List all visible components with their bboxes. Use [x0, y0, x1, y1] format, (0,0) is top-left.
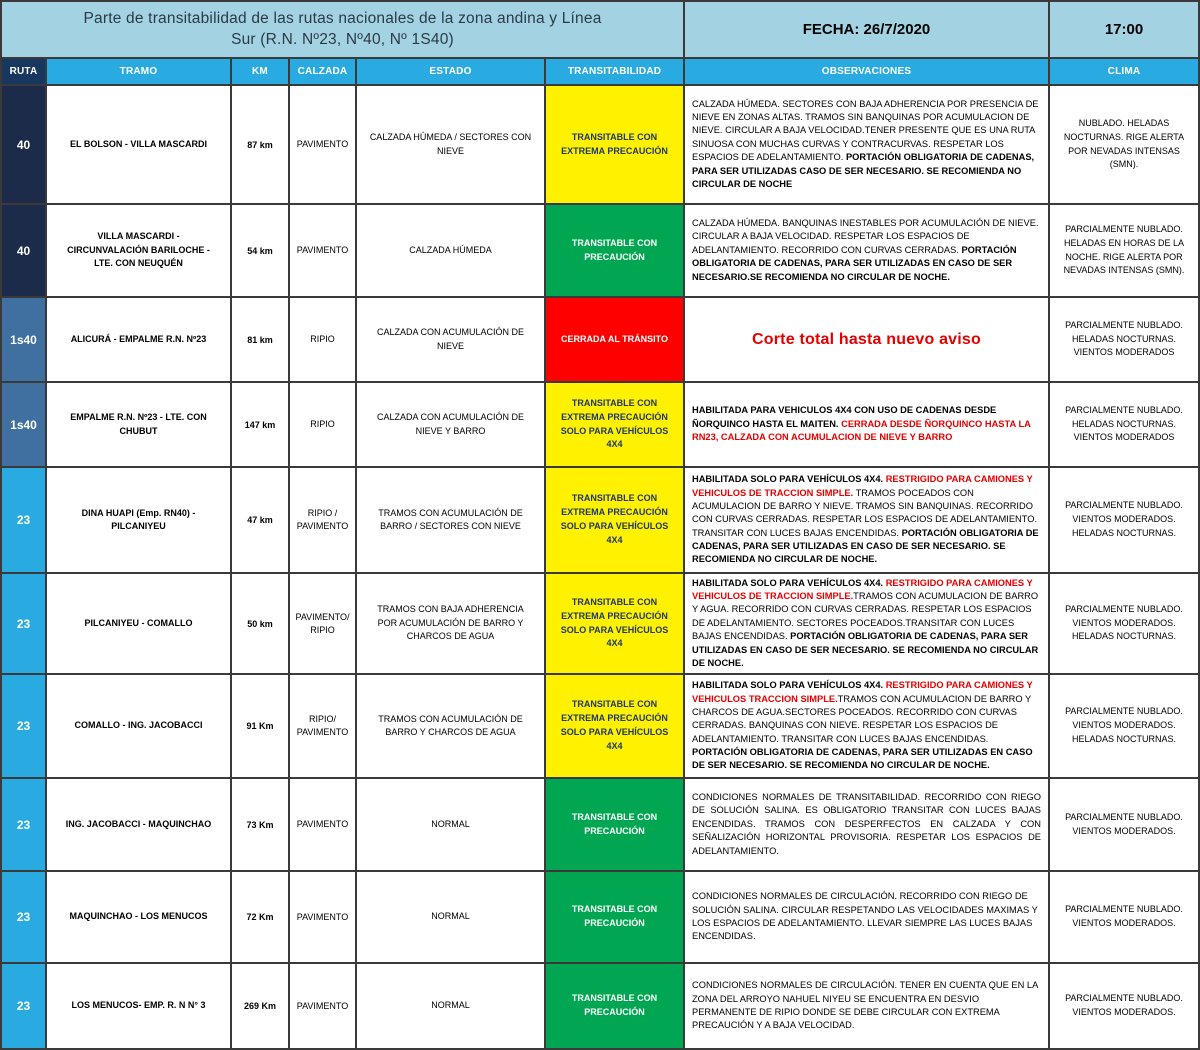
observaciones-text	[692, 473, 1041, 567]
observaciones-segment: PORTACIÓN OBLIGATORIA DE CADENAS, PARA SER UTILIZADAS EN CASO DE SER NECESARIO. SE RECOMIENDA NO CIRCULAR DE NOCHE.	[692, 527, 1039, 565]
tramo-cell: ING. JACOBACCI - MAQUINCHAO	[47, 779, 232, 870]
column-header-clima: CLIMA	[1050, 59, 1198, 84]
tramo-cell: EL BOLSON - VILLA MASCARDI	[47, 86, 232, 203]
tramo-cell: PILCANIYEU - COMALLO	[47, 574, 232, 673]
observaciones-segment: PORTACIÓN OBLIGATORIA DE CADENAS, PARA SER UTILIZADAS EN CASO DE SER NECESARIO.SE RECOMIENDA NO CIRCULAR DE NOCHE.	[692, 244, 1017, 282]
clima-cell: PARCIALMENTE NUBLADO. VIENTOS MODERADOS. HELADAS NOCTURNAS.	[1065, 706, 1183, 744]
tramo-cell: MAQUINCHAO - LOS MENUCOS	[47, 872, 232, 962]
table-row	[2, 468, 1198, 574]
estado-cell: NORMAL	[357, 964, 546, 1048]
estado-cell: CALZADA CON ACUMULACIÓN DE NIEVE Y BARRO	[357, 383, 546, 466]
observaciones-text	[692, 404, 1041, 444]
estado-cell: NORMAL	[357, 872, 546, 962]
column-header-row	[2, 59, 1198, 86]
column-header-observaciones: OBSERVACIONES	[685, 59, 1050, 84]
calzada-cell: PAVIMENTO	[290, 205, 357, 296]
observaciones-segment: HABILITADA PARA VEHICULOS 4X4 CON USO DE CADENAS DESDE ÑORQUINCO HASTA EL MAITEN.	[692, 405, 997, 429]
observaciones-segment: CALZADA HÚMEDA. SECTORES CON BAJA ADHERENCIA POR PRESENCIA DE NIEVE EN ZONAS ALTAS. TRAMOS SIN BANQUINAS POR ACUMULACION DE NIEVE. CIRCULAR A BAJA VELOCIDAD.TENER PRESENTE QUE ES UNA RUTA SINUOSA CON MUCHAS CURVAS Y CONTRACURVAS. RESPETAR LOS ESPACIOS DE ADELANTAMIENTO.	[692, 98, 1039, 163]
ruta-cell: 1s40	[2, 298, 47, 381]
calzada-cell: PAVIMENTO	[290, 964, 357, 1048]
ruta-cell: 40	[2, 86, 47, 203]
estado-cell: CALZADA CON ACUMULACIÓN DE NIEVE	[357, 298, 546, 381]
tramo-cell: VILLA MASCARDI - CIRCUNVALACIÓN BARILOCHE - LTE. CON NEUQUÉN	[47, 205, 232, 296]
observaciones-text	[692, 98, 1041, 192]
observaciones-segment: HABILITADA SOLO PARA VEHÍCULOS 4X4.	[692, 474, 886, 485]
observaciones-cell	[685, 964, 1050, 1048]
km-cell: 50 km	[232, 574, 290, 673]
observaciones-cell	[685, 574, 1050, 673]
transitabilidad-cell: TRANSITABLE CON PRECAUCIÓN	[546, 205, 685, 296]
observaciones-text	[692, 979, 1041, 1033]
tramo-cell: DINA HUAPI (Emp. RN40) - PILCANIYEU	[47, 468, 232, 572]
clima-cell: PARCIALMENTE NUBLADO. HELADAS NOCTURNAS. VIENTOS MODERADOS	[1065, 319, 1183, 358]
observaciones-text	[692, 577, 1041, 671]
transitabilidad-cell: TRANSITABLE CON EXTREMA PRECAUCIÓN SOLO PARA VEHÍCULOS 4X4	[546, 574, 685, 673]
tramo-cell: LOS MENUCOS- EMP. R. N N° 3	[47, 964, 232, 1048]
transitabilidad-cell: TRANSITABLE CON EXTREMA PRECAUCIÓN SOLO PARA VEHÍCULOS 4X4	[546, 383, 685, 466]
observaciones-cell	[685, 468, 1050, 572]
column-header-calzada: CALZADA	[290, 59, 357, 84]
calzada-cell: RIPIO / PAVIMENTO	[290, 468, 357, 572]
observaciones-cell	[685, 779, 1050, 870]
table-row	[2, 675, 1198, 779]
km-cell: 72 Km	[232, 872, 290, 962]
table-row	[2, 574, 1198, 675]
calzada-cell: RIPIO	[290, 383, 357, 466]
table-row	[2, 964, 1198, 1048]
transitabilidad-cell: TRANSITABLE CON PRECAUCIÓN	[546, 872, 685, 962]
observaciones-text	[692, 890, 1041, 944]
ruta-cell: 23	[2, 964, 47, 1048]
ruta-cell: 23	[2, 675, 47, 777]
observaciones-segment: PORTACIÓN OBLIGATORIA DE CADENAS, PARA SER UTILIZADAS CASO DE SER NECESARIO. SE RECOMIENDA NO CIRCULAR DE NOCHE	[692, 152, 1035, 189]
km-cell: 81 km	[232, 298, 290, 381]
transitabilidad-cell: TRANSITABLE CON EXTREMA PRECAUCIÓN SOLO PARA VEHÍCULOS 4X4	[546, 468, 685, 572]
calzada-cell: PAVIMENTO	[290, 86, 357, 203]
observaciones-segment: PORTACIÓN OBLIGATORIA DE CADENAS, PARA SER UTILIZADAS EN CASO DE SER NECESARIO. SE RECOMIENDA NO CIRCULAR DE NOCHE.	[692, 631, 1039, 668]
ruta-cell: 23	[2, 574, 47, 673]
clima-cell: NUBLADO. HELADAS NOCTURNAS. RIGE ALERTA POR NEVADAS INTENSAS (SMN).	[1063, 117, 1185, 170]
observaciones-segment: TRAMOS POCEADOS CON ACUMULACION DE BARRO Y NIEVE. TRAMOS SIN BANQUINAS. RECORRIDO CON CURVAS CERRADAS. RESPETAR LOS ESPACIOS DE ADELANTAMIENTO. TRANSITAR CON LUCES BAJAS ENCENDIDAS.	[692, 487, 1038, 538]
estado-cell: CALZADA HÚMEDA	[357, 205, 546, 296]
estado-cell: NORMAL	[357, 779, 546, 870]
calzada-cell: RIPIO/ PAVIMENTO	[290, 675, 357, 777]
transitabilidad-cell: TRANSITABLE CON PRECAUCIÓN	[546, 964, 685, 1048]
ruta-cell: 23	[2, 468, 47, 572]
observaciones-segment: PORTACIÓN OBLIGATORIA DE CADENAS, PARA SER UTILIZADAS EN CASO DE SER NECESARIO. SE RECOMIENDA NO CIRCULAR DE NOCHE.	[692, 747, 1033, 771]
clima-cell: PARCIALMENTE NUBLADO. VIENTOS MODERADOS. HELADAS NOCTURNAS.	[1065, 500, 1183, 538]
observaciones-segment: RESTRIGIDO PARA CAMIONES Y VEHICULOS DE TRACCION SIMPLE.	[692, 474, 1033, 498]
observaciones-segment: HABILITADA SOLO PARA VEHÍCULOS 4X4.	[692, 680, 886, 691]
tramo-cell: ALICURÁ - EMPALME R.N. Nº23	[47, 298, 232, 381]
clima-cell: PARCIALMENTE NUBLADO. VIENTOS MODERADOS. HELADAS NOCTURNAS.	[1065, 603, 1183, 642]
ruta-cell: 23	[2, 872, 47, 962]
km-cell: 73 Km	[232, 779, 290, 870]
tramo-cell: EMPALME R.N. Nº23 - LTE. CON CHUBUT	[47, 383, 232, 466]
calzada-cell: PAVIMENTO/ RIPIO	[290, 574, 357, 673]
observaciones-cell	[685, 86, 1050, 203]
clima-cell: PARCIALMENTE NUBLADO. VIENTOS MODERADOS.	[1065, 993, 1183, 1017]
table-row	[2, 779, 1198, 872]
title-bar	[2, 2, 1198, 59]
observaciones-segment: HABILITADA SOLO PARA VEHÍCULOS 4X4.	[692, 577, 886, 588]
estado-cell: TRAMOS CON BAJA ADHERENCIA POR ACUMULACIÓN DE BARRO Y CHARCOS DE AGUA	[357, 574, 546, 673]
observaciones-cell	[685, 383, 1050, 466]
observaciones-segment: CONDICIONES NORMALES DE CIRCULACIÓN. RECORRIDO CON RIEGO DE SOLUCIÓN SALINA. CIRCULAR RESPETANDO LAS VELOCIDADES MAXIMAS Y LOS ESPACIOS DE ADELANTAMIENTO. LLEVAR SIEMPRE LAS LUCES BAJAS ENCENDIDAS.	[692, 891, 1038, 942]
clima-cell: PARCIALMENTE NUBLADO. VIENTOS MODERADOS.	[1065, 811, 1183, 836]
page-title	[2, 2, 685, 57]
km-cell: 47 km	[232, 468, 290, 572]
observaciones-cell	[685, 675, 1050, 777]
observaciones-cell	[685, 298, 1050, 381]
observaciones-segment: CERRADA DESDE ÑORQUINCO HASTA LA RN23, CALZADA CON ACUMULACION DE NIEVE Y BARRO	[692, 418, 1031, 443]
observaciones-segment: RESTRIGIDO PARA CAMIONES Y VEHICULOS TRACCION SIMPLE.	[692, 680, 1033, 704]
column-header-tramo: TRAMO	[47, 59, 232, 84]
page-title-text: Parte de transitabilidad de las rutas nacionales de la zona andina y Línea Sur (R.N. Nº23, Nº40, Nº 1S40)	[83, 10, 602, 48]
observaciones-segment: RESTRIGIDO PARA CAMIONES Y VEHICULOS DE TRACCION SIMPLE.	[692, 577, 1033, 602]
observaciones-segment: TRAMOS CON ACUMULACION DE BARRO Y CHARCOS DE AGUA.SECTORES POCEADOS. RECORRIDO CON CURVAS CERRADAS. BANQUINAS CON NIEVE. RESPETAR LOS ESPACIOS DE ADELANTAMIENTO. TRANSITAR CON LUCES BAJAS ENCENDIDAS.	[692, 693, 1032, 744]
column-header-estado: ESTADO	[357, 59, 546, 84]
ruta-cell: 1s40	[2, 383, 47, 466]
observaciones-segment: Corte total hasta nuevo aviso	[752, 330, 981, 348]
transitabilidad-cell: TRANSITABLE CON EXTREMA PRECAUCIÓN	[546, 86, 685, 203]
observaciones-text	[692, 217, 1041, 284]
observaciones-cell	[685, 205, 1050, 296]
calzada-cell: PAVIMENTO	[290, 872, 357, 962]
ruta-cell: 40	[2, 205, 47, 296]
transitabilidad-cell: TRANSITABLE CON EXTREMA PRECAUCIÓN SOLO PARA VEHÍCULOS 4X4	[546, 675, 685, 777]
calzada-cell: PAVIMENTO	[290, 779, 357, 870]
transitabilidad-cell: TRANSITABLE CON PRECAUCIÓN	[546, 779, 685, 870]
km-cell: 147 km	[232, 383, 290, 466]
column-header-ruta: RUTA	[2, 59, 47, 84]
clima-cell: PARCIALMENTE NUBLADO. HELADAS NOCTURNAS. VIENTOS MODERADOS	[1065, 404, 1183, 443]
calzada-cell: RIPIO	[290, 298, 357, 381]
observaciones-segment: CONDICIONES NORMALES DE CIRCULACIÓN. TENER EN CUENTA QUE EN LA ZONA DEL ARROYO NAHUEL NIYEU SE ENCUENTRA EN DESVIO PERMANENTE DE RIPIO DONDE SE DEBE CIRCULAR CON EXTREMA PRECAUCIÓN Y A BAJA VELOCIDAD.	[692, 980, 1038, 1031]
transitabilidad-cell: CERRADA AL TRÁNSITO	[546, 298, 685, 381]
column-header-km: KM	[232, 59, 290, 84]
km-cell: 269 Km	[232, 964, 290, 1048]
table-row	[2, 383, 1198, 468]
ruta-cell: 23	[2, 779, 47, 870]
observaciones-segment: TRAMOS CON ACUMULACION DE BARRO Y AGUA. RECORRIDO CON CURVAS CERRADAS. RESPETAR LOS ESPACIOS DE ADELANTAMIENTO. SECTORES POCEADOS.TRANSITAR CON LUCES BAJAS ENCENDIDAS.	[692, 591, 1039, 642]
observaciones-cell	[685, 872, 1050, 962]
table-row	[2, 872, 1198, 964]
report-time: 17:00	[1104, 21, 1144, 38]
km-cell: 87 km	[232, 86, 290, 203]
column-header-transitabilidad: TRANSITABILIDAD	[546, 59, 685, 84]
observaciones-text	[692, 328, 1041, 351]
table-row	[2, 86, 1198, 205]
estado-cell: TRAMOS CON ACUMULACIÓN DE BARRO / SECTORES CON NIEVE	[357, 468, 546, 572]
estado-cell: TRAMOS CON ACUMULACIÓN DE BARRO Y CHARCOS DE AGUA	[357, 675, 546, 777]
observaciones-segment: CONDICIONES NORMALES DE TRANSITABILIDAD. RECORRIDO CON RIEGO DE SOLUCIÓN SALINA. ES OBLIGATORIO TRANSITAR CON LUCES BAJAS ENCENDIDAS. TRAMOS CON DESPERFECTOS EN CALZADA Y CON SEÑALIZACIÓN HORIZONTAL PROVISORIA. RESPETAR LOS ESPACIOS DE ADELANTAMIENTO.	[692, 792, 1041, 856]
table-body	[2, 86, 1198, 1048]
clima-cell: PARCIALMENTE NUBLADO. VIENTOS MODERADOS.	[1065, 904, 1183, 928]
km-cell: 54 km	[232, 205, 290, 296]
observaciones-segment: CALZADA HÚMEDA. BANQUINAS INESTABLES POR ACUMULACIÓN DE NIEVE. CIRCULAR A BAJA VELOCIDAD. RESPETAR LOS ESPACIOS DE ADELANTAMIENTO. RECORRIDO CON CURVAS CERRADAS.	[692, 218, 1039, 255]
km-cell: 91 Km	[232, 675, 290, 777]
tramo-cell: COMALLO - ING. JACOBACCI	[47, 675, 232, 777]
table-row	[2, 205, 1198, 298]
report-date: FECHA: 26/7/2020	[685, 2, 1050, 57]
observaciones-text	[692, 791, 1041, 858]
observaciones-text	[692, 679, 1041, 773]
estado-cell: CALZADA HÚMEDA / SECTORES CON NIEVE	[357, 86, 546, 203]
table-row	[2, 298, 1198, 383]
clima-cell: PARCIALMENTE NUBLADO. HELADAS EN HORAS DE LA NOCHE. RIGE ALERTA POR NEVADAS INTENSAS (SMN).	[1063, 223, 1185, 276]
